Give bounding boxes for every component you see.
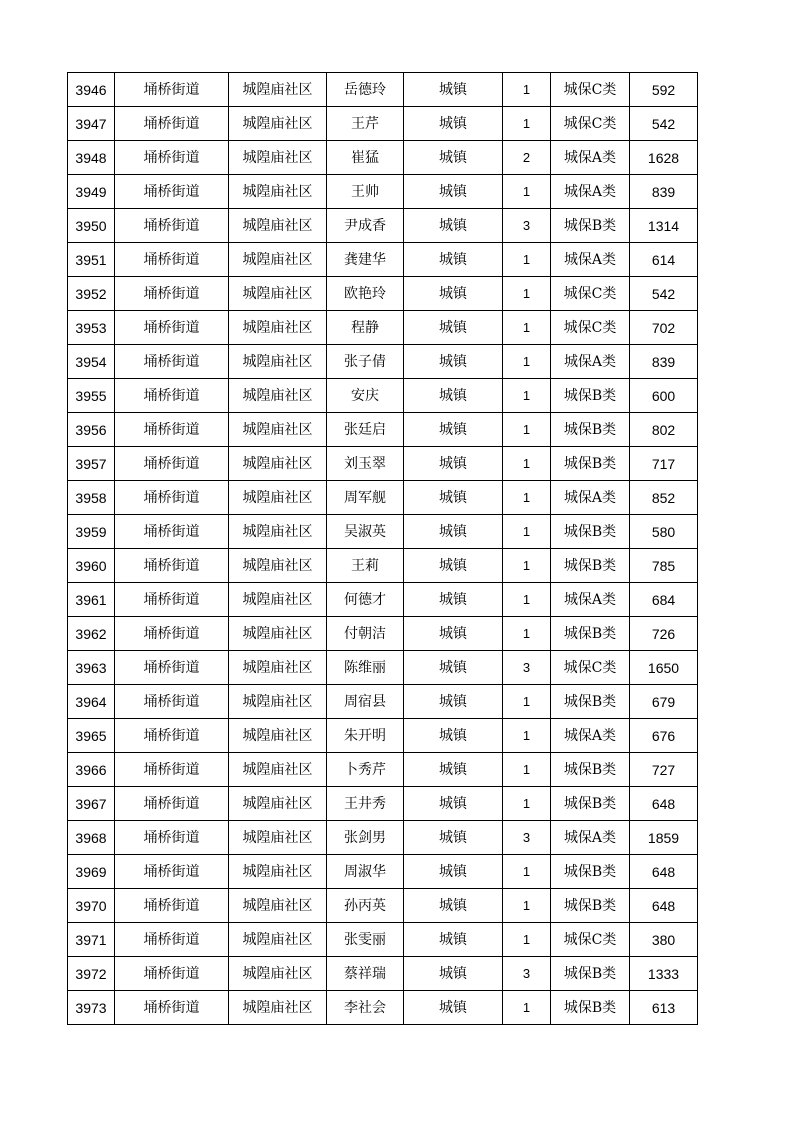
cell-insurance-category: 城保C类 — [551, 107, 630, 141]
cell-serial-number: 3952 — [68, 277, 115, 311]
cell-household-type: 城镇 — [404, 243, 503, 277]
cell-community: 城隍庙社区 — [229, 481, 327, 515]
table-row — [68, 141, 698, 175]
cell-amount: 726 — [630, 617, 698, 651]
cell-household-type: 城镇 — [404, 107, 503, 141]
table-row — [68, 787, 698, 821]
cell-subdistrict: 埇桥街道 — [115, 617, 229, 651]
cell-household-type: 城镇 — [404, 141, 503, 175]
cell-household-type: 城镇 — [404, 855, 503, 889]
cell-serial-number: 3965 — [68, 719, 115, 753]
cell-insurance-category: 城保C类 — [551, 73, 630, 107]
cell-insurance-category: 城保B类 — [551, 549, 630, 583]
table-row — [68, 447, 698, 481]
cell-family-count: 1 — [503, 73, 551, 107]
cell-community: 城隍庙社区 — [229, 991, 327, 1025]
cell-name: 朱开明 — [327, 719, 404, 753]
cell-insurance-category: 城保A类 — [551, 243, 630, 277]
cell-insurance-category: 城保A类 — [551, 141, 630, 175]
cell-amount: 648 — [630, 787, 698, 821]
cell-family-count: 1 — [503, 991, 551, 1025]
cell-name: 付朝洁 — [327, 617, 404, 651]
cell-serial-number: 3959 — [68, 515, 115, 549]
cell-household-type: 城镇 — [404, 481, 503, 515]
cell-subdistrict: 埇桥街道 — [115, 345, 229, 379]
cell-amount: 727 — [630, 753, 698, 787]
cell-family-count: 1 — [503, 175, 551, 209]
cell-name: 张子倩 — [327, 345, 404, 379]
cell-amount: 648 — [630, 855, 698, 889]
table-row — [68, 345, 698, 379]
cell-community: 城隍庙社区 — [229, 685, 327, 719]
cell-serial-number: 3962 — [68, 617, 115, 651]
table-row — [68, 209, 698, 243]
cell-serial-number: 3969 — [68, 855, 115, 889]
cell-amount: 1650 — [630, 651, 698, 685]
cell-family-count: 1 — [503, 855, 551, 889]
cell-subdistrict: 埇桥街道 — [115, 175, 229, 209]
cell-household-type: 城镇 — [404, 549, 503, 583]
cell-household-type: 城镇 — [404, 515, 503, 549]
table-row — [68, 889, 698, 923]
table-row — [68, 379, 698, 413]
cell-community: 城隍庙社区 — [229, 957, 327, 991]
cell-household-type: 城镇 — [404, 889, 503, 923]
cell-amount: 592 — [630, 73, 698, 107]
cell-serial-number: 3964 — [68, 685, 115, 719]
table-row — [68, 277, 698, 311]
cell-subdistrict: 埇桥街道 — [115, 821, 229, 855]
cell-amount: 542 — [630, 277, 698, 311]
cell-subdistrict: 埇桥街道 — [115, 243, 229, 277]
cell-amount: 839 — [630, 345, 698, 379]
cell-serial-number: 3960 — [68, 549, 115, 583]
cell-insurance-category: 城保B类 — [551, 889, 630, 923]
table-row — [68, 719, 698, 753]
cell-serial-number: 3953 — [68, 311, 115, 345]
cell-community: 城隍庙社区 — [229, 821, 327, 855]
cell-household-type: 城镇 — [404, 651, 503, 685]
cell-subdistrict: 埇桥街道 — [115, 515, 229, 549]
cell-serial-number: 3949 — [68, 175, 115, 209]
table-row — [68, 617, 698, 651]
cell-name: 周军舰 — [327, 481, 404, 515]
table-row — [68, 685, 698, 719]
cell-family-count: 3 — [503, 957, 551, 991]
cell-household-type: 城镇 — [404, 923, 503, 957]
cell-subdistrict: 埇桥街道 — [115, 73, 229, 107]
cell-serial-number: 3967 — [68, 787, 115, 821]
cell-family-count: 1 — [503, 719, 551, 753]
cell-family-count: 1 — [503, 481, 551, 515]
cell-subdistrict: 埇桥街道 — [115, 855, 229, 889]
cell-amount: 542 — [630, 107, 698, 141]
cell-subdistrict: 埇桥街道 — [115, 889, 229, 923]
cell-serial-number: 3956 — [68, 413, 115, 447]
cell-community: 城隍庙社区 — [229, 107, 327, 141]
cell-insurance-category: 城保B类 — [551, 209, 630, 243]
cell-community: 城隍庙社区 — [229, 73, 327, 107]
cell-amount: 679 — [630, 685, 698, 719]
cell-family-count: 2 — [503, 141, 551, 175]
cell-subdistrict: 埇桥街道 — [115, 787, 229, 821]
cell-community: 城隍庙社区 — [229, 753, 327, 787]
table-row — [68, 243, 698, 277]
cell-insurance-category: 城保C类 — [551, 923, 630, 957]
cell-household-type: 城镇 — [404, 991, 503, 1025]
cell-subdistrict: 埇桥街道 — [115, 549, 229, 583]
table-row — [68, 753, 698, 787]
cell-insurance-category: 城保B类 — [551, 515, 630, 549]
cell-insurance-category: 城保A类 — [551, 175, 630, 209]
cell-household-type: 城镇 — [404, 685, 503, 719]
cell-subdistrict: 埇桥街道 — [115, 311, 229, 345]
cell-subdistrict: 埇桥街道 — [115, 447, 229, 481]
table-row — [68, 821, 698, 855]
cell-subdistrict: 埇桥街道 — [115, 277, 229, 311]
cell-community: 城隍庙社区 — [229, 787, 327, 821]
cell-serial-number: 3946 — [68, 73, 115, 107]
table-row — [68, 311, 698, 345]
cell-community: 城隍庙社区 — [229, 413, 327, 447]
cell-amount: 676 — [630, 719, 698, 753]
cell-name: 周宿县 — [327, 685, 404, 719]
table-row — [68, 583, 698, 617]
cell-name: 蔡祥瑞 — [327, 957, 404, 991]
cell-name: 李社会 — [327, 991, 404, 1025]
cell-insurance-category: 城保B类 — [551, 753, 630, 787]
cell-household-type: 城镇 — [404, 73, 503, 107]
cell-family-count: 1 — [503, 515, 551, 549]
cell-community: 城隍庙社区 — [229, 719, 327, 753]
cell-household-type: 城镇 — [404, 821, 503, 855]
cell-insurance-category: 城保B类 — [551, 447, 630, 481]
cell-name: 孙丙英 — [327, 889, 404, 923]
cell-community: 城隍庙社区 — [229, 855, 327, 889]
cell-family-count: 1 — [503, 107, 551, 141]
table-row — [68, 73, 698, 107]
cell-insurance-category: 城保B类 — [551, 685, 630, 719]
cell-serial-number: 3972 — [68, 957, 115, 991]
cell-family-count: 1 — [503, 685, 551, 719]
table-row — [68, 481, 698, 515]
cell-amount: 600 — [630, 379, 698, 413]
cell-household-type: 城镇 — [404, 379, 503, 413]
cell-household-type: 城镇 — [404, 583, 503, 617]
roster-table-body — [68, 73, 698, 1025]
cell-serial-number: 3973 — [68, 991, 115, 1025]
cell-amount: 702 — [630, 311, 698, 345]
cell-amount: 613 — [630, 991, 698, 1025]
cell-serial-number: 3957 — [68, 447, 115, 481]
cell-insurance-category: 城保A类 — [551, 481, 630, 515]
roster-table — [67, 72, 698, 1025]
cell-insurance-category: 城保B类 — [551, 957, 630, 991]
cell-subdistrict: 埇桥街道 — [115, 583, 229, 617]
cell-community: 城隍庙社区 — [229, 209, 327, 243]
cell-community: 城隍庙社区 — [229, 447, 327, 481]
cell-family-count: 1 — [503, 923, 551, 957]
cell-serial-number: 3971 — [68, 923, 115, 957]
table-row — [68, 855, 698, 889]
cell-subdistrict: 埇桥街道 — [115, 991, 229, 1025]
cell-household-type: 城镇 — [404, 311, 503, 345]
table-row — [68, 991, 698, 1025]
cell-family-count: 1 — [503, 413, 551, 447]
cell-community: 城隍庙社区 — [229, 889, 327, 923]
cell-family-count: 1 — [503, 787, 551, 821]
cell-name: 王井秀 — [327, 787, 404, 821]
cell-insurance-category: 城保B类 — [551, 855, 630, 889]
cell-name: 吴淑英 — [327, 515, 404, 549]
cell-insurance-category: 城保A类 — [551, 345, 630, 379]
cell-household-type: 城镇 — [404, 209, 503, 243]
cell-amount: 852 — [630, 481, 698, 515]
cell-family-count: 3 — [503, 821, 551, 855]
cell-community: 城隍庙社区 — [229, 379, 327, 413]
cell-name: 龚建华 — [327, 243, 404, 277]
cell-name: 卜秀芹 — [327, 753, 404, 787]
cell-family-count: 1 — [503, 889, 551, 923]
cell-insurance-category: 城保C类 — [551, 651, 630, 685]
cell-amount: 580 — [630, 515, 698, 549]
cell-household-type: 城镇 — [404, 413, 503, 447]
cell-serial-number: 3963 — [68, 651, 115, 685]
cell-insurance-category: 城保A类 — [551, 719, 630, 753]
cell-serial-number: 3961 — [68, 583, 115, 617]
table-row — [68, 549, 698, 583]
cell-community: 城隍庙社区 — [229, 175, 327, 209]
cell-serial-number: 3951 — [68, 243, 115, 277]
cell-family-count: 1 — [503, 447, 551, 481]
cell-serial-number: 3947 — [68, 107, 115, 141]
cell-name: 安庆 — [327, 379, 404, 413]
table-row — [68, 175, 698, 209]
cell-insurance-category: 城保A类 — [551, 821, 630, 855]
cell-community: 城隍庙社区 — [229, 243, 327, 277]
cell-community: 城隍庙社区 — [229, 311, 327, 345]
cell-family-count: 1 — [503, 243, 551, 277]
cell-amount: 1628 — [630, 141, 698, 175]
cell-family-count: 1 — [503, 345, 551, 379]
cell-household-type: 城镇 — [404, 957, 503, 991]
cell-household-type: 城镇 — [404, 617, 503, 651]
cell-serial-number: 3955 — [68, 379, 115, 413]
table-row — [68, 651, 698, 685]
cell-insurance-category: 城保B类 — [551, 413, 630, 447]
cell-serial-number: 3966 — [68, 753, 115, 787]
cell-amount: 839 — [630, 175, 698, 209]
cell-family-count: 1 — [503, 311, 551, 345]
cell-serial-number: 3968 — [68, 821, 115, 855]
cell-serial-number: 3954 — [68, 345, 115, 379]
cell-subdistrict: 埇桥街道 — [115, 141, 229, 175]
cell-amount: 717 — [630, 447, 698, 481]
cell-subdistrict: 埇桥街道 — [115, 413, 229, 447]
cell-name: 王芹 — [327, 107, 404, 141]
cell-amount: 614 — [630, 243, 698, 277]
cell-household-type: 城镇 — [404, 719, 503, 753]
cell-community: 城隍庙社区 — [229, 277, 327, 311]
cell-name: 尹成香 — [327, 209, 404, 243]
cell-amount: 380 — [630, 923, 698, 957]
cell-family-count: 1 — [503, 753, 551, 787]
cell-name: 王莉 — [327, 549, 404, 583]
cell-family-count: 1 — [503, 583, 551, 617]
cell-name: 王帅 — [327, 175, 404, 209]
cell-amount: 802 — [630, 413, 698, 447]
cell-household-type: 城镇 — [404, 753, 503, 787]
cell-subdistrict: 埇桥街道 — [115, 481, 229, 515]
cell-community: 城隍庙社区 — [229, 345, 327, 379]
cell-name: 周淑华 — [327, 855, 404, 889]
cell-subdistrict: 埇桥街道 — [115, 379, 229, 413]
cell-community: 城隍庙社区 — [229, 141, 327, 175]
cell-subdistrict: 埇桥街道 — [115, 957, 229, 991]
cell-community: 城隍庙社区 — [229, 651, 327, 685]
table-row — [68, 515, 698, 549]
cell-subdistrict: 埇桥街道 — [115, 719, 229, 753]
cell-household-type: 城镇 — [404, 175, 503, 209]
cell-name: 岳德玲 — [327, 73, 404, 107]
cell-insurance-category: 城保B类 — [551, 787, 630, 821]
cell-family-count: 1 — [503, 617, 551, 651]
cell-family-count: 1 — [503, 277, 551, 311]
cell-amount: 1314 — [630, 209, 698, 243]
cell-family-count: 1 — [503, 549, 551, 583]
cell-amount: 1333 — [630, 957, 698, 991]
cell-subdistrict: 埇桥街道 — [115, 685, 229, 719]
cell-community: 城隍庙社区 — [229, 923, 327, 957]
cell-household-type: 城镇 — [404, 447, 503, 481]
table-row — [68, 957, 698, 991]
cell-amount: 648 — [630, 889, 698, 923]
cell-name: 何德才 — [327, 583, 404, 617]
cell-serial-number: 3948 — [68, 141, 115, 175]
cell-amount: 785 — [630, 549, 698, 583]
cell-name: 程静 — [327, 311, 404, 345]
cell-name: 欧艳玲 — [327, 277, 404, 311]
cell-serial-number: 3970 — [68, 889, 115, 923]
cell-amount: 684 — [630, 583, 698, 617]
cell-insurance-category: 城保C类 — [551, 277, 630, 311]
cell-household-type: 城镇 — [404, 787, 503, 821]
cell-subdistrict: 埇桥街道 — [115, 923, 229, 957]
cell-subdistrict: 埇桥街道 — [115, 209, 229, 243]
cell-subdistrict: 埇桥街道 — [115, 651, 229, 685]
cell-name: 张雯丽 — [327, 923, 404, 957]
cell-serial-number: 3958 — [68, 481, 115, 515]
cell-name: 张剑男 — [327, 821, 404, 855]
table-row — [68, 107, 698, 141]
cell-family-count: 3 — [503, 209, 551, 243]
cell-community: 城隍庙社区 — [229, 617, 327, 651]
cell-name: 崔猛 — [327, 141, 404, 175]
table-row — [68, 923, 698, 957]
cell-subdistrict: 埇桥街道 — [115, 107, 229, 141]
cell-community: 城隍庙社区 — [229, 549, 327, 583]
cell-insurance-category: 城保B类 — [551, 617, 630, 651]
cell-insurance-category: 城保A类 — [551, 583, 630, 617]
cell-insurance-category: 城保C类 — [551, 311, 630, 345]
cell-family-count: 3 — [503, 651, 551, 685]
cell-name: 陈维丽 — [327, 651, 404, 685]
cell-name: 张廷启 — [327, 413, 404, 447]
cell-name: 刘玉翠 — [327, 447, 404, 481]
cell-community: 城隍庙社区 — [229, 583, 327, 617]
cell-family-count: 1 — [503, 379, 551, 413]
cell-community: 城隍庙社区 — [229, 515, 327, 549]
cell-subdistrict: 埇桥街道 — [115, 753, 229, 787]
cell-amount: 1859 — [630, 821, 698, 855]
cell-household-type: 城镇 — [404, 277, 503, 311]
cell-household-type: 城镇 — [404, 345, 503, 379]
table-row — [68, 413, 698, 447]
cell-insurance-category: 城保B类 — [551, 379, 630, 413]
cell-insurance-category: 城保B类 — [551, 991, 630, 1025]
cell-serial-number: 3950 — [68, 209, 115, 243]
